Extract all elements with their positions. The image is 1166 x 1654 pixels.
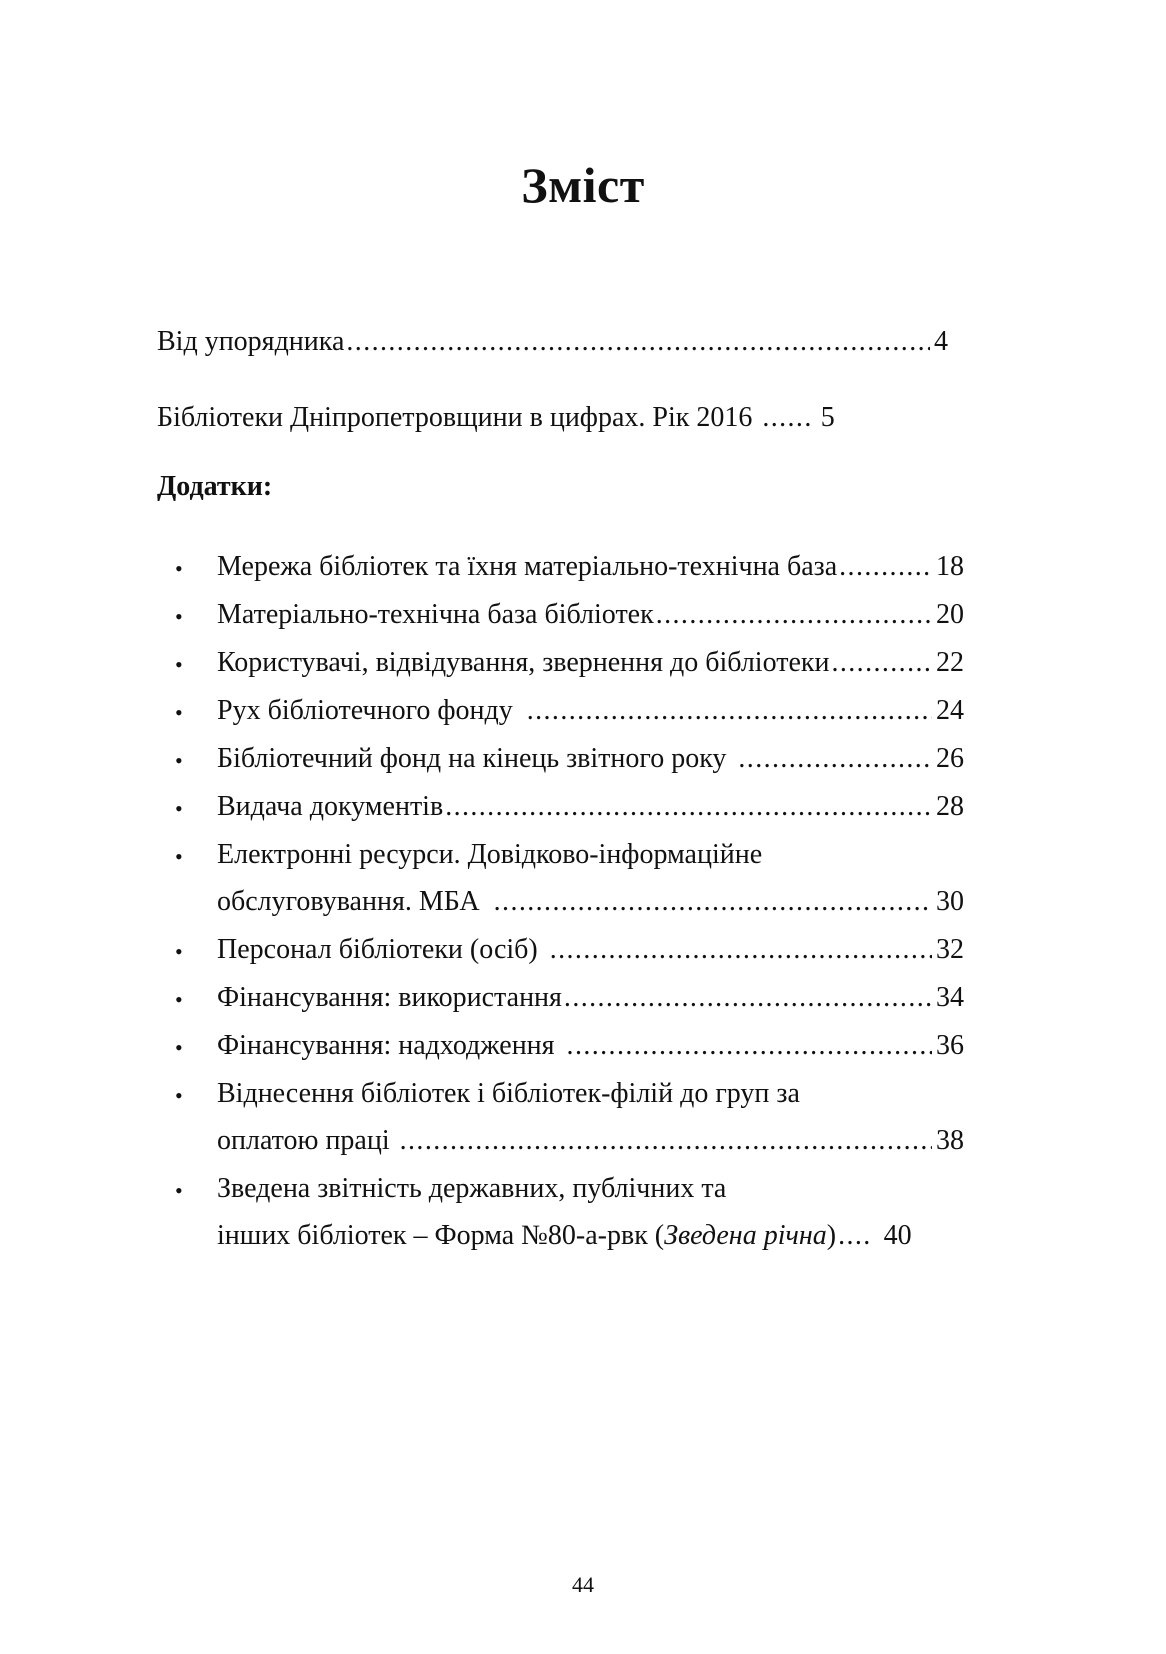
dot-leader <box>762 401 812 435</box>
toc-entry-page: 34 <box>936 982 964 1013</box>
appendix-heading: Додатки: <box>157 471 273 502</box>
toc-entry-appendix-4[interactable] <box>217 694 964 728</box>
toc-entry-appendix-12[interactable] <box>217 1219 912 1253</box>
bullet-icon: • <box>175 652 183 677</box>
toc-entry-text: Від упорядника <box>157 326 345 357</box>
toc-entry-text: Бібліотечний фонд на кінець звітного року <box>217 743 727 774</box>
bullet-icon: • <box>175 1083 183 1108</box>
dot-leader <box>564 981 932 1015</box>
toc-entry-page: 18 <box>936 551 964 582</box>
toc-entry-page: 26 <box>936 743 964 774</box>
toc-entry-text: Мережа бібліотек та їхня матеріально-технічна база <box>217 551 838 582</box>
toc-entry-text: оплатою праці <box>217 1125 390 1156</box>
toc-entry-appendix-10[interactable] <box>217 1029 964 1063</box>
dot-leader <box>839 550 932 584</box>
dot-leader <box>346 325 930 359</box>
toc-entry-page: 30 <box>936 886 964 917</box>
bullet-icon: • <box>175 939 183 964</box>
bullet-icon: • <box>175 796 183 821</box>
dot-leader <box>567 1029 932 1063</box>
bullet-icon: • <box>175 748 183 773</box>
toc-entry-page: 36 <box>936 1030 964 1061</box>
bullet-icon: • <box>175 556 183 581</box>
toc-entry-page: 40 <box>883 1220 912 1251</box>
page-number: 44 <box>572 1572 594 1597</box>
dot-leader <box>656 598 932 632</box>
dot-leader <box>527 694 932 728</box>
toc-entry-text <box>217 1219 836 1253</box>
toc-entry-appendix-8[interactable] <box>217 933 964 967</box>
toc-entry-page: 32 <box>936 934 964 965</box>
toc-entry-text: Бібліотеки Дніпропетровщини в цифрах. Рік 2016 <box>157 402 753 433</box>
toc-entry-appendix-5[interactable] <box>217 742 964 776</box>
toc-entry-preface[interactable] <box>157 325 948 359</box>
toc-entry-appendix-1[interactable] <box>217 550 964 584</box>
dot-leader <box>400 1124 932 1158</box>
toc-entry-appendix-11-line1: Віднесення бібліотек і бібліотек-філій до груп за <box>217 1078 800 1109</box>
toc-entry-page: 38 <box>936 1125 964 1156</box>
toc-entry-text-italic: Зведена річна <box>664 1220 827 1251</box>
toc-entry-appendix-3[interactable] <box>217 646 964 680</box>
toc-entry-appendix-7[interactable] <box>217 885 964 919</box>
bullet-icon: • <box>175 844 183 869</box>
toc-entry-page: 22 <box>936 647 964 678</box>
toc-entry-page: 24 <box>936 695 964 726</box>
toc-entry-appendix-7-line1: Електронні ресурси. Довідково-інформаційне <box>217 839 763 870</box>
toc-entry-appendix-12-line1: Зведена звітність державних, публічних та <box>217 1173 727 1204</box>
dot-leader <box>831 646 932 680</box>
bullet-icon: • <box>175 987 183 1012</box>
bullet-icon: • <box>175 1178 183 1203</box>
toc-entry-libraries-in-figures[interactable] <box>157 401 948 435</box>
dot-leader <box>738 742 932 776</box>
toc-entry-page: 28 <box>936 791 964 822</box>
toc-entry-text: Фінансування: використання <box>217 982 562 1013</box>
bullet-icon: • <box>175 604 183 629</box>
toc-entry-page: 5 <box>820 402 835 433</box>
dot-leader <box>550 933 932 967</box>
toc-entry-text: Фінансування: надходження <box>217 1030 555 1061</box>
toc-entry-text-before: інших бібліотек – Форма №80-а-рвк ( <box>217 1220 665 1251</box>
toc-entry-text: Видача документів <box>217 791 444 822</box>
toc-entry-appendix-9[interactable] <box>217 981 964 1015</box>
dot-leader <box>494 885 932 919</box>
toc-entry-text-after: ) <box>826 1220 837 1251</box>
toc-entry-text: обслуговування. МБА <box>217 886 480 917</box>
toc-entry-page: 20 <box>936 599 964 630</box>
dot-leader <box>445 790 932 824</box>
dot-leader <box>838 1219 872 1253</box>
toc-entry-text: Персонал бібліотеки (осіб) <box>217 934 538 965</box>
bullet-icon: • <box>175 700 183 725</box>
page-title: Зміст <box>521 157 645 213</box>
toc-entry-text: Користувачі, відвідування, звернення до бібліотеки <box>217 647 830 678</box>
toc-entry-appendix-2[interactable] <box>217 598 964 632</box>
toc-entry-text: Рух бібліотечного фонду <box>217 695 513 726</box>
toc-entry-text: Матеріально-технічна база бібліотек <box>217 599 654 630</box>
toc-entry-page: 4 <box>934 326 948 357</box>
bullet-icon: • <box>175 1035 183 1060</box>
toc-entry-appendix-11[interactable] <box>217 1124 964 1158</box>
toc-entry-appendix-6[interactable] <box>217 790 964 824</box>
